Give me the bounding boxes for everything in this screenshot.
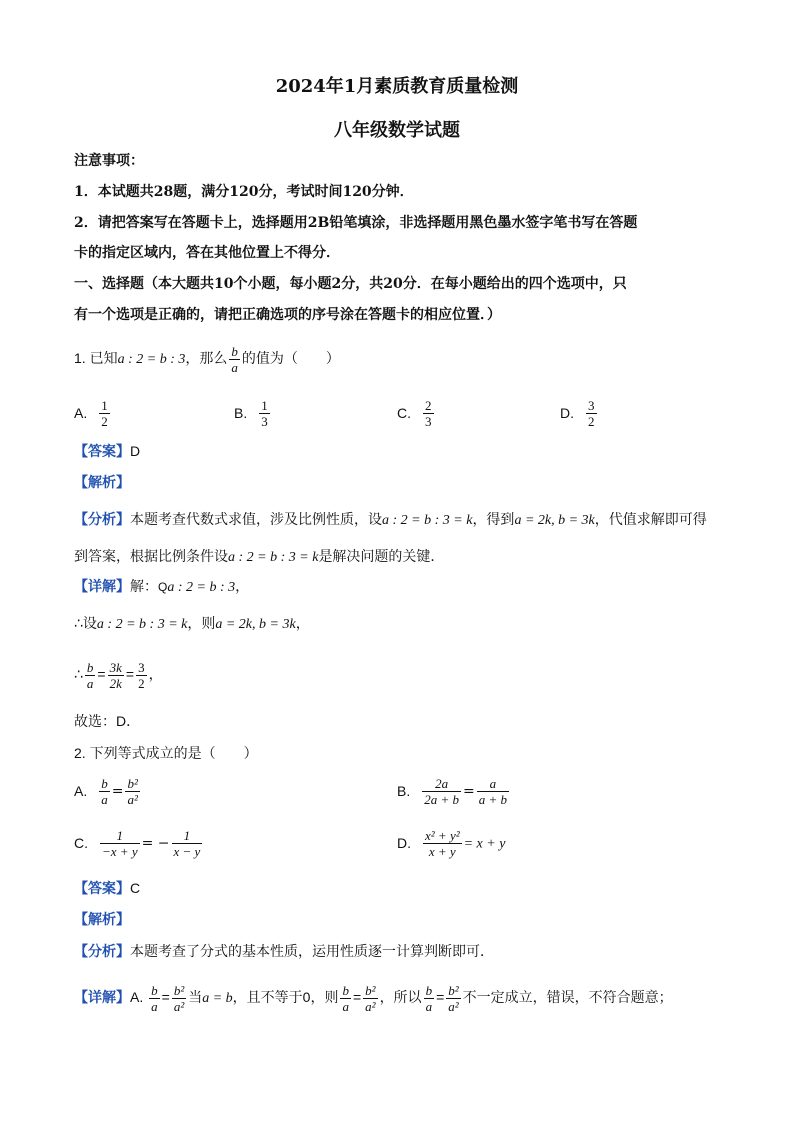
q2-answer: 【答案】C bbox=[74, 880, 141, 896]
notice-item-2-line1: 2．请把答案写在答题卡上，选择题用2B铅笔填涂，非选择题用黑色墨水签字笔书写在答题 bbox=[74, 215, 638, 231]
q2-option-d: D. $\frac{\text{x² + y²}}{x + y}$ = x + y bbox=[397, 828, 506, 859]
q1-fraction: $\frac{b}{a}$ bbox=[231, 344, 238, 375]
q1-condition: a : 2 = b : 3 bbox=[117, 352, 186, 368]
q1-prefix: 1. 已知 bbox=[74, 350, 118, 367]
q2-detail-line1: 【详解】A. $\frac{b}{a}$ = $\frac{\text{b²}}{\text{a²}}$ 当a = b，且不等于0，则 $\frac{b}{a}$ = $\frac{\text{b²}}{\text{a²}}$ ，所以 $\frac{b}{a}$ = $\frac{\text{b²}}{\text{a²}}$ 不一定成立，错误，不符合题意； bbox=[74, 983, 673, 1014]
q1-answer: 【答案】D bbox=[74, 443, 141, 459]
q2-option-b: B. $\frac{2a}{2a + b}$ = $\frac{a}{a + b}$ bbox=[397, 776, 508, 807]
q1-analysis-label: 【解析】 bbox=[74, 474, 130, 490]
section-heading-line1: 一、选择题（本大题共10个小题，每小题2分，共20分．在每小题给出的四个选项中，只 bbox=[74, 276, 627, 292]
question-1-stem bbox=[74, 344, 340, 375]
q2-option-c: C. $\frac{1}{-x + y}$ = − $\frac{1}{x - y}$ bbox=[74, 828, 201, 859]
page-subtitle: 八年级数学试题 bbox=[334, 120, 460, 141]
notice-item-1: 1．本试题共28题，满分120分，考试时间120分钟． bbox=[74, 184, 414, 200]
q1-detail-line3: ∴ $\frac{b}{a}$ = $\frac{3k}{2k}$ = $\frac{3}{2}$ ， bbox=[74, 660, 163, 691]
q2-fenxi: 【分析】本题考查了分式的基本性质，运用性质逐一计算判断即可． bbox=[74, 943, 494, 959]
q1-fenxi-line2: 到答案，根据比例条件设a : 2 = b : 3 = k是解决问题的关键． bbox=[74, 548, 445, 565]
question-2-stem: 2. 下列等式成立的是（ ） bbox=[74, 745, 258, 761]
q1-option-a: A. $\frac{1}{2}$ bbox=[74, 398, 108, 429]
q1-mid: ，那么 bbox=[185, 350, 228, 367]
q1-choice: 故选：D． bbox=[74, 713, 141, 729]
q2-option-a: A. $\frac{b}{a}$ = $\frac{\text{b²}}{\text{a²}}$ bbox=[74, 776, 138, 807]
page-title: 2024年1月素质教育质量检测 bbox=[275, 76, 519, 97]
section-heading-line2: 有一个选项是正确的，请把正确选项的序号涂在答题卡的相应位置．） bbox=[74, 307, 501, 323]
q1-detail-line2: ∴设a : 2 = b : 3 = k，则a = 2k, b = 3k， bbox=[74, 615, 310, 632]
q1-detail-line1: 【详解】解：Qa : 2 = b : 3， bbox=[74, 578, 250, 595]
q1-fenxi-line1: 【分析】本题考查代数式求值，涉及比例性质，设a : 2 = b : 3 = k，得到a = 2k, b = 3k，代值求解即可得 bbox=[74, 511, 707, 528]
notice-heading: 注意事项： bbox=[74, 153, 144, 169]
notice-item-2-line2: 卡的指定区域内，答在其他位置上不得分． bbox=[74, 245, 340, 261]
q1-option-d: D. $\frac{3}{2}$ bbox=[560, 398, 595, 429]
q1-suffix: 的值为（ ） bbox=[241, 350, 340, 367]
q2-analysis-label: 【解析】 bbox=[74, 911, 130, 927]
q1-option-c: C. $\frac{2}{3}$ bbox=[397, 398, 432, 429]
q1-option-b: B. $\frac{1}{3}$ bbox=[234, 398, 268, 429]
